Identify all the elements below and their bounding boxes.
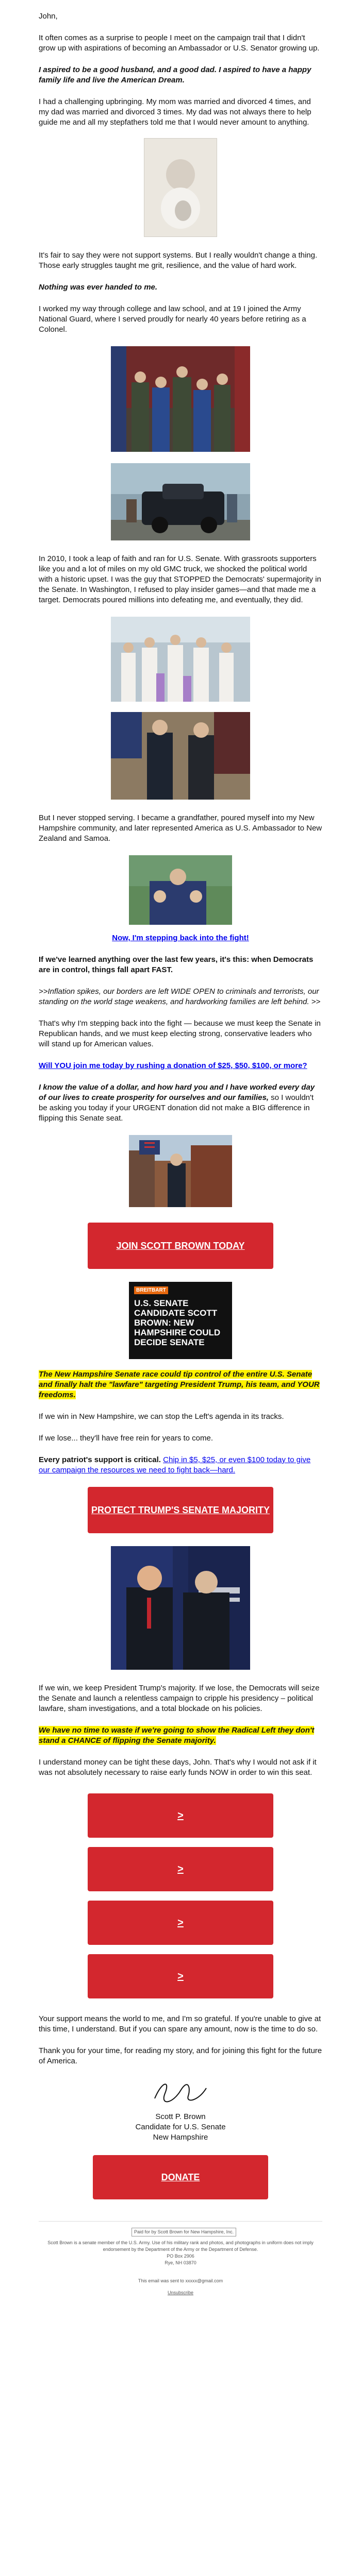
signature-image [150, 2078, 211, 2109]
donate-arrow-button-1[interactable]: > [88, 1793, 273, 1838]
paragraph-support: It's fair to say they were not support systems. But I really wouldn't change a thing. Those early struggles taught me grit, resilience, and the value of hard work. [39, 251, 318, 270]
paragraph-patriot: Every patriot's support is critical. [39, 1455, 161, 1464]
event-photo [111, 712, 250, 800]
paragraph-lesson: If we've learned anything over the last few years, it's this: when Democrats are in control, things fall apart FAST. [39, 955, 314, 974]
paragraph-keep-majority: If we win, we keep President Trump's majority. If we lose, the Democrats will seize the Senate and launch a relentless campaign to cripple his presidency – political lawfare, sham investigations, and a total blockade on his policies. [39, 1684, 320, 1713]
paragraph-upbringing: I had a challenging upbringing. My mom was married and divorced 4 times, and my dad was married and divorced 3 times. My dad was not always there to help guide me and all my stepfathers told me that I would never amount to anything. [39, 97, 311, 127]
paragraph-no-time: We have no time to waste if we're going to show the Radical Left they don't stand a CHANCE of flipping the Senate majority. [39, 1726, 315, 1745]
paragraph-inflation: >>Inflation spikes, our borders are left WIDE OPEN to criminals and terrorists, our standing on the world stage weakens, and hardworking families are left behind. >> [39, 987, 321, 1006]
donate-arrow-button-2[interactable]: > [88, 1847, 273, 1891]
signature-state: New Hampshire [153, 2133, 208, 2142]
truck-photo [111, 463, 250, 540]
breitbart-headline: U.S. SENATE CANDIDATE SCOTT BROWN: NEW HAMPSHIRE COULD DECIDE SENATE [134, 1298, 221, 1347]
footer-address-line2: Rye, NH 03870 [165, 2260, 196, 2265]
paragraph-nh-senate: The New Hampshire Senate race could tip control of the entire U.S. Senate and finally halt the "lawfare" targeting President Trump, his team, and YOUR freedoms. [39, 1370, 320, 1399]
family-photo [111, 617, 250, 702]
join-scott-brown-button[interactable]: JOIN SCOTT BROWN TODAY [88, 1223, 273, 1269]
paragraph-if-lose: If we lose... they'll have free rein for years to come. [39, 1434, 214, 1443]
chip-in-link[interactable]: Chip in $5, $25, or even $100 today to give our campaign the resources we need to fight back—hard. [39, 1455, 311, 1475]
paragraph-money-tight: I understand money can be tight these days, John. That's why I would not ask if it was not absolutely necessary to raise early funds NOW in order to win this seat. [39, 1758, 317, 1777]
donate-button[interactable]: DONATE [93, 2155, 268, 2199]
stepping-back-link[interactable]: Now, I'm stepping back into the fight! [112, 934, 249, 942]
footer-legal: Scott Brown is a senate member of the U.S. Army. Use of his military rank and photos, and photographs in uniform does not imply endorsement by the Department of the Army or the Department of Defense. [47, 2240, 314, 2252]
signature-name: Scott P. Brown [155, 2112, 206, 2121]
donate-arrow-button-3[interactable]: > [88, 1901, 273, 1945]
main-street-photo [129, 1135, 232, 1207]
footer-email-notice: This email was sent to xxxxx@gmail.com [138, 2278, 223, 2283]
paragraph-intro: It often comes as a surprise to people I meet on the campaign trail that I didn't grow up with aspirations of becoming an Ambassador or U.S. Senator growing up. [39, 33, 320, 53]
paragraph-gratitude: Your support means the world to me, and I'm so grateful. If you're unable to give at this time, I understand. But if you can spare any amount, now is the time to do so. [39, 2014, 321, 2033]
paragraph-service: I worked my way through college and law school, and at 19 I joined the Army National Guard, where I served proudly for nearly 40 years before retiring as a Colonel. [39, 304, 306, 334]
footer-address-line1: PO Box 2906 [167, 2253, 194, 2259]
paragraph-thanks: Thank you for your time, for reading my story, and for joining this fight for the future of America. [39, 2046, 322, 2065]
email-body [39, 0, 322, 2296]
footer-paid-for: Paid for by Scott Brown for New Hampshire, Inc. [132, 2228, 236, 2236]
grandchildren-photo [129, 855, 232, 925]
breitbart-headline-card [129, 1282, 232, 1359]
donation-ask-link[interactable]: Will YOU join me today by rushing a donation of $25, $50, $100, or more? [39, 1061, 307, 1070]
paragraph-2010-run: In 2010, I took a leap of faith and ran for U.S. Senate. With grassroots supporters like you and a lot of miles on my old GMC truck, we shocked the political world with a historic upset. I was the guy that STOPPED the Democrats' supermajority in the Senate. In Washington, I refused to play insider games—and that made me a target. Democrats poured millions into defeating me, and eventually, they did. [39, 554, 321, 604]
greeting: John, [39, 12, 58, 21]
protect-majority-button[interactable]: PROTECT TRUMP'S SENATE MAJORITY [88, 1487, 273, 1533]
breitbart-logo: BREITBART [134, 1286, 168, 1294]
unsubscribe-link[interactable]: Unsubscribe [167, 2290, 194, 2295]
paragraph-never-stopped: But I never stopped serving. I became a grandfather, poured myself into my New Hampshire community, and later represented America as U.S. Ambassador to New Zealand and Samoa. [39, 814, 322, 843]
paragraph-value-dollar: I know the value of a dollar, and how hard you and I have worked every day of our lives to create prosperity for ourselves and our families, [39, 1083, 315, 1102]
baby-photo [144, 138, 217, 237]
paragraph-aspiration: I aspired to be a good husband, and a good dad. I aspired to have a happy family life and live the American Dream. [39, 65, 311, 84]
paragraph-if-win: If we win in New Hampshire, we can stop the Left's agenda in its tracks. [39, 1412, 284, 1421]
trump-brown-photo [111, 1546, 250, 1670]
donate-arrow-button-4[interactable]: > [88, 1954, 273, 1998]
military-ceremony-photo [111, 346, 250, 452]
paragraph-urgent: so I wouldn't be asking you today if your URGENT donation did not make a BIG difference in flipping this Senate seat. [39, 1093, 314, 1123]
paragraph-nothing-handed: Nothing was ever handed to me. [39, 283, 158, 292]
signature-title: Candidate for U.S. Senate [135, 2123, 226, 2131]
paragraph-stepping-back: That's why I'm stepping back into the fight — because we must keep the Senate in Republican hands, and we must keep electing strong, conservative leaders who will stand up for American values. [39, 1019, 321, 1048]
